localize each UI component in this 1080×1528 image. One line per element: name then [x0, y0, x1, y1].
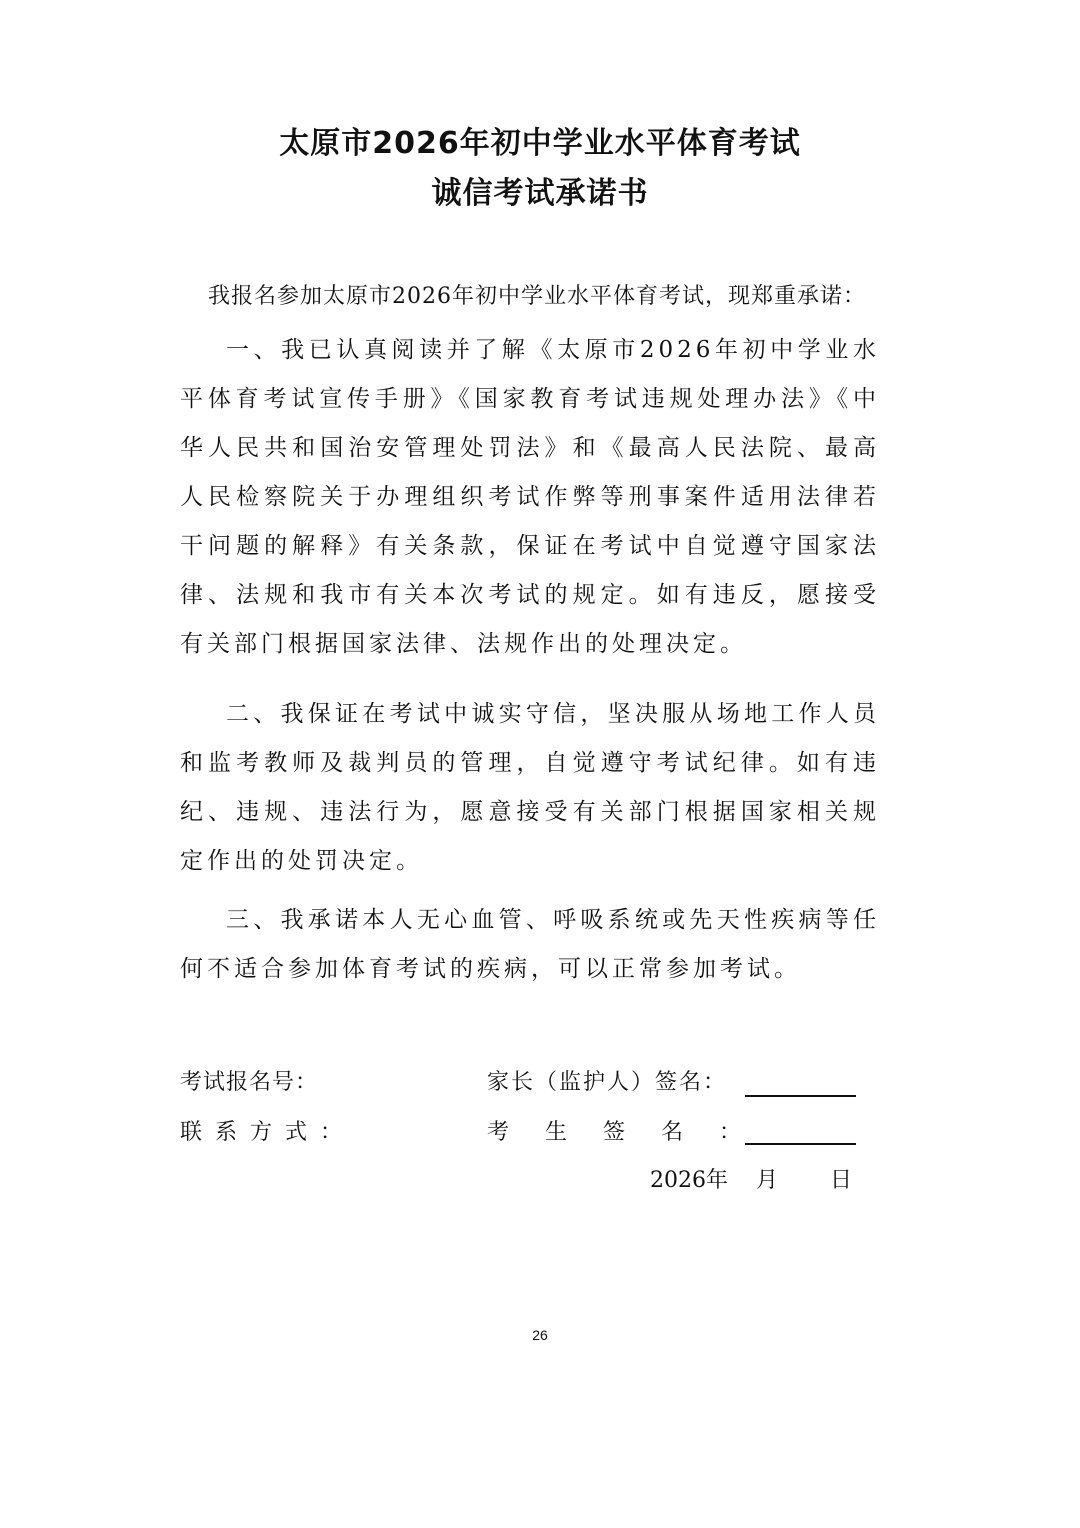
parent-signature-line	[745, 1095, 856, 1097]
date-year-unit: 年	[706, 1168, 729, 1193]
student-signature-line	[745, 1143, 856, 1145]
page-number: 26	[532, 1327, 548, 1343]
date-day-unit: 日	[830, 1168, 853, 1193]
pledge-paragraph-2: 二、我保证在考试中诚实守信，坚决服从场地工作人员和监考教师及裁判员的管理，自觉遵守考试纪律。如有违纪、违规、违法行为，愿意接受有关部门根据国家相关规定作出的处罚决定。	[180, 701, 880, 874]
date-year: 2026	[650, 1168, 706, 1193]
exam-number-label: 考试报名号：	[180, 1070, 319, 1095]
student-signature-label: 考生签名：	[487, 1120, 778, 1145]
pledge-paragraph-3: 三、我承诺本人无心血管、呼吸系统或先天性疾病等任何不适合参加体育考试的疾病，可以正常参加考试。	[180, 907, 880, 982]
document-subtitle: 诚信考试承诺书	[431, 176, 649, 211]
date-month-unit: 月	[756, 1168, 779, 1193]
parent-signature-label: 家长（监护人）签名：	[487, 1070, 728, 1095]
document-title: 太原市2026年初中学业水平体育考试	[279, 126, 801, 161]
contact-label: 联系方式：	[180, 1120, 356, 1145]
intro-statement: 我报名参加太原市2026年初中学业水平体育考试，现郑重承诺：	[208, 284, 866, 309]
pledge-paragraph-1: 一、我已认真阅读并了解《太原市2026年初中学业水平体育考试宣传手册》《国家教育考试违规处理办法》《中华人民共和国治安管理处罚法》和《最高人民法院、最高人民检察院关于办理组织考试作弊等刑事案件适用法律若干问题的解释》有关条款，保证在考试中自觉遵守国家法律、法规和我市有关本次考试的规定。如有违反，愿接受有关部门根据国家法律、法规作出的处理决定。	[180, 337, 880, 657]
date-line	[650, 1164, 852, 1198]
